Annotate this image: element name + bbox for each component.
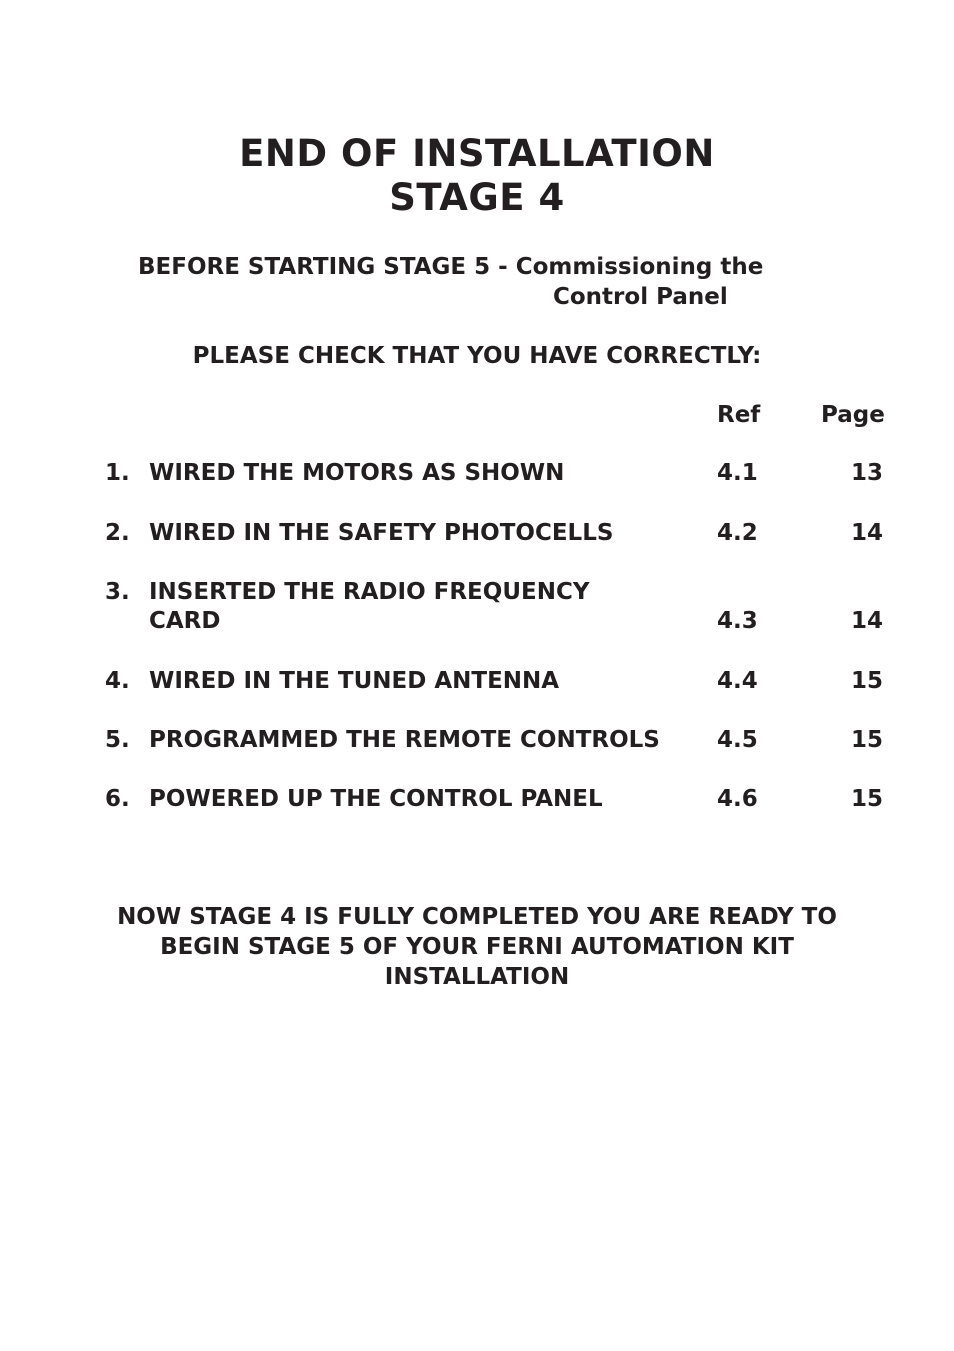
- item-ref: 4.5: [717, 727, 758, 753]
- item-text-line: CARD: [149, 608, 221, 634]
- item-text-line: POWERED UP THE CONTROL PANEL: [149, 786, 603, 812]
- item-ref: 4.2: [717, 520, 758, 546]
- closing-line: NOW STAGE 4 IS FULLY COMPLETED YOU ARE READY TO: [117, 904, 837, 930]
- item-text-line: WIRED IN THE TUNED ANTENNA: [149, 668, 560, 694]
- closing-message: [0, 902, 954, 992]
- item-text: [149, 578, 709, 636]
- item-ref: 4.3: [717, 608, 758, 634]
- item-text-line: INSERTED THE RADIO FREQUENCY: [149, 579, 590, 605]
- item-page: 14: [850, 608, 883, 634]
- item-number: 5.: [105, 727, 130, 753]
- item-text: [149, 459, 709, 488]
- item-ref: 4.6: [717, 786, 758, 812]
- before-stage-heading-continuation: Control Panel: [553, 284, 728, 310]
- item-text-line: WIRED THE MOTORS AS SHOWN: [149, 460, 565, 486]
- checklist-heading: PLEASE CHECK THAT YOU HAVE CORRECTLY:: [192, 343, 762, 369]
- item-number: 4.: [105, 668, 130, 694]
- page-subtitle: STAGE 4: [389, 176, 565, 219]
- item-page: 13: [850, 460, 883, 486]
- item-page: 15: [850, 727, 883, 753]
- item-text: [149, 785, 709, 814]
- item-page: 15: [850, 786, 883, 812]
- closing-line: INSTALLATION: [384, 964, 570, 990]
- item-page: 15: [850, 668, 883, 694]
- item-ref: 4.1: [717, 460, 758, 486]
- closing-line: BEGIN STAGE 5 OF YOUR FERNI AUTOMATION KIT: [160, 934, 794, 960]
- before-stage-heading: BEFORE STARTING STAGE 5 - Commissioning the: [138, 254, 764, 280]
- item-number: 3.: [105, 579, 130, 605]
- page-title: END OF INSTALLATION: [239, 132, 715, 175]
- item-text-line: PROGRAMMED THE REMOTE CONTROLS: [149, 727, 660, 753]
- item-page: 14: [850, 520, 883, 546]
- item-text: [149, 519, 709, 548]
- item-number: 2.: [105, 520, 130, 546]
- item-text: [149, 667, 709, 696]
- item-text-line: WIRED IN THE SAFETY PHOTOCELLS: [149, 520, 614, 546]
- ref-column-header: Ref: [717, 402, 761, 428]
- page-column-header: Page: [821, 402, 885, 428]
- item-number: 6.: [105, 786, 130, 812]
- item-text: [149, 726, 709, 755]
- item-ref: 4.4: [717, 668, 758, 694]
- item-number: 1.: [105, 460, 130, 486]
